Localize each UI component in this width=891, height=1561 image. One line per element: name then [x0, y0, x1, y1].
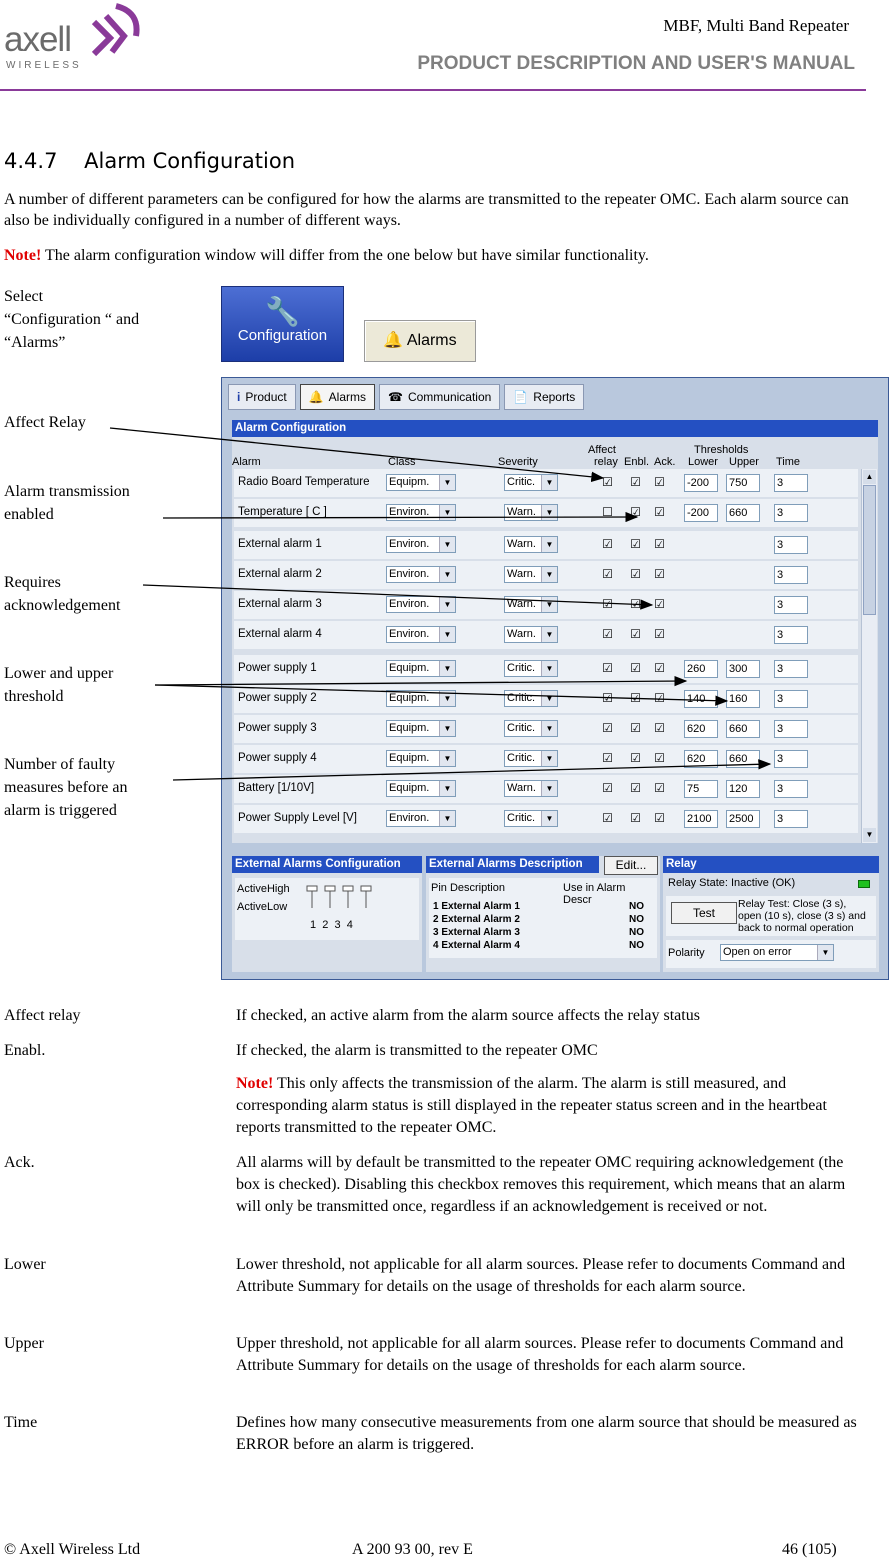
- relay-desc-line-1: Relay Test: Close (3 s),: [738, 898, 847, 910]
- chevron-down-icon: ▼: [439, 661, 455, 676]
- chevron-down-icon: ▼: [541, 661, 557, 676]
- chevron-down-icon: ▼: [439, 691, 455, 706]
- arrow-upper-threshold: [155, 685, 727, 701]
- chevron-down-icon: ▼: [541, 691, 557, 706]
- ack-checkbox[interactable]: ☑: [654, 627, 665, 641]
- chevron-down-icon: ▼: [439, 597, 455, 612]
- class-value: Equipm.: [389, 722, 430, 734]
- ack-checkbox[interactable]: ☑: [654, 475, 665, 489]
- definition-description: [236, 1333, 866, 1377]
- class-value: Environ.: [389, 598, 430, 610]
- callout-ack-line-2: acknowledgement: [4, 597, 121, 614]
- ack-checkbox[interactable]: ☑: [654, 597, 665, 611]
- affect-relay-checkbox[interactable]: ☑: [602, 627, 613, 641]
- use-header: Use in Alarm Descr: [563, 882, 626, 906]
- lower-threshold-input[interactable]: 75: [684, 780, 718, 798]
- slider-numbers: 1 2 3 4: [310, 919, 353, 931]
- enabled-checkbox[interactable]: ☑: [630, 627, 641, 641]
- definition-description: [236, 1412, 866, 1456]
- chevron-down-icon: ▼: [541, 811, 557, 826]
- chevron-down-icon: ▼: [541, 751, 557, 766]
- alarm-name: Temperature [ C ]: [238, 506, 327, 518]
- affect-relay-checkbox[interactable]: ☑: [602, 721, 613, 735]
- relay-title: Relay: [663, 856, 879, 873]
- affect-relay-checkbox[interactable]: ☑: [602, 661, 613, 675]
- affect-relay-checkbox[interactable]: ☑: [602, 567, 613, 581]
- time-input[interactable]: 3: [774, 690, 808, 708]
- severity-value: Warn.: [507, 628, 536, 640]
- ack-checkbox[interactable]: ☑: [654, 537, 665, 551]
- chevron-down-icon: ▼: [817, 945, 833, 960]
- arrow-transmission: [163, 517, 637, 518]
- lower-threshold-input[interactable]: 2100: [684, 810, 718, 828]
- chevron-down-icon: ▼: [439, 721, 455, 736]
- footer-company: © Axell Wireless Ltd: [4, 1541, 141, 1558]
- upper-threshold-input[interactable]: 660: [726, 720, 760, 738]
- chevron-down-icon: ▼: [541, 781, 557, 796]
- severity-value: Critic.: [507, 662, 536, 674]
- time-input[interactable]: 3: [774, 626, 808, 644]
- col-enbl: Enbl.: [624, 456, 650, 468]
- upper-threshold-input[interactable]: 660: [726, 750, 760, 768]
- alarm-name: External alarm 4: [238, 628, 322, 640]
- chevron-down-icon: ▼: [541, 567, 557, 582]
- time-input[interactable]: 3: [774, 474, 808, 492]
- alarm-name: Power supply 1: [238, 662, 317, 674]
- relay-test-button[interactable]: Test: [671, 902, 737, 924]
- ack-checkbox[interactable]: ☑: [654, 567, 665, 581]
- time-input[interactable]: 3: [774, 566, 808, 584]
- definition-text: If checked, an active alarm from the alarm source affects the relay status: [236, 1007, 700, 1024]
- upper-threshold-input[interactable]: 660: [726, 504, 760, 522]
- scroll-up-icon[interactable]: ▲: [863, 470, 876, 484]
- wrench-icon: 🔧: [265, 296, 300, 327]
- footer-page: 46 (105): [782, 1541, 837, 1558]
- chevron-down-icon: ▼: [439, 537, 455, 552]
- affect-relay-checkbox[interactable]: ☑: [602, 475, 613, 489]
- definition-text: If checked, the alarm is transmitted to the repeater OMC: [236, 1042, 598, 1059]
- class-value: Equipm.: [389, 782, 430, 794]
- chevron-down-icon: ▼: [541, 627, 557, 642]
- chevron-down-icon: ▼: [541, 475, 557, 490]
- scroll-down-icon[interactable]: ▼: [863, 828, 876, 842]
- definition-text: Lower threshold, not applicable for all alarm sources. Please refer to documents Command and Attribute Summary for details on the usage of thresholds for each alarm source.: [236, 1256, 846, 1295]
- time-input[interactable]: 3: [774, 504, 808, 522]
- alarm-name: External alarm 1: [238, 538, 322, 550]
- col-class: Class: [388, 456, 416, 468]
- active-high-label: ActiveHigh: [237, 883, 290, 895]
- chevron-down-icon: ▼: [541, 537, 557, 552]
- severity-value: Warn.: [507, 782, 536, 794]
- col-upper: Upper: [729, 456, 759, 468]
- lower-threshold-input[interactable]: -200: [684, 474, 718, 492]
- info-icon: i: [237, 390, 241, 404]
- select-line-3: “Alarms”: [4, 334, 66, 351]
- polarity-label: Polarity: [668, 947, 705, 959]
- chevron-down-icon: ▼: [541, 721, 557, 736]
- time-input[interactable]: 3: [774, 660, 808, 678]
- col-time: Time: [776, 456, 801, 468]
- class-value: Equipm.: [389, 662, 430, 674]
- col-alarm: Alarm: [232, 456, 261, 468]
- severity-value: Critic.: [507, 692, 536, 704]
- tab-product-label: Product: [245, 390, 287, 404]
- enabled-checkbox[interactable]: ☑: [630, 505, 641, 519]
- chevron-down-icon: ▼: [541, 505, 557, 520]
- affect-relay-checkbox[interactable]: ☑: [602, 781, 613, 795]
- document-icon: 📄: [513, 390, 529, 404]
- enabled-checkbox[interactable]: ☑: [630, 781, 641, 795]
- severity-value: Warn.: [507, 506, 536, 518]
- time-input[interactable]: 3: [774, 750, 808, 768]
- severity-value: Critic.: [507, 812, 536, 824]
- lower-threshold-input[interactable]: 140: [684, 690, 718, 708]
- severity-value: Critic.: [507, 476, 536, 488]
- affect-relay-checkbox[interactable]: ☑: [602, 537, 613, 551]
- definition-description: [236, 1073, 866, 1139]
- affect-relay-checkbox[interactable]: ☑: [602, 751, 613, 765]
- enabled-checkbox[interactable]: ☑: [630, 567, 641, 581]
- bell-icon: 🔔: [383, 332, 404, 349]
- ack-checkbox[interactable]: ☑: [654, 721, 665, 735]
- pin-3-label: 3 External Alarm 3: [433, 927, 520, 938]
- relay-desc-line-2: open (10 s), close (3 s) and: [738, 910, 866, 922]
- alarm-name: Power supply 4: [238, 752, 317, 764]
- callout-cnt-line-2: measures before an: [4, 779, 128, 796]
- time-input[interactable]: 3: [774, 596, 808, 614]
- relay-desc-line-3: back to normal operation: [738, 922, 854, 934]
- chevron-down-icon: ▼: [439, 627, 455, 642]
- lower-threshold-input[interactable]: 620: [684, 750, 718, 768]
- definition-description: [236, 1254, 866, 1298]
- active-low-label: ActiveLow: [237, 901, 288, 913]
- col-ack: Ack.: [654, 456, 676, 468]
- pin-4-label: 4 External Alarm 4: [433, 940, 520, 951]
- footer-doc: A 200 93 00, rev E: [352, 1541, 473, 1558]
- chevron-down-icon: ▼: [439, 781, 455, 796]
- class-value: Equipm.: [389, 692, 430, 704]
- callout-tx-line-1: Alarm transmission: [4, 483, 130, 500]
- chevron-down-icon: ▼: [439, 751, 455, 766]
- pin-1-label: 1 External Alarm 1: [433, 901, 520, 912]
- upper-threshold-input[interactable]: 750: [726, 474, 760, 492]
- definition-term: Upper: [4, 1335, 44, 1352]
- time-input[interactable]: 3: [774, 536, 808, 554]
- enabled-checkbox[interactable]: ☑: [630, 721, 641, 735]
- arrow-count: [173, 764, 770, 780]
- section-title: 4.4.7 Alarm Configuration: [4, 149, 296, 173]
- lower-threshold-input[interactable]: 620: [684, 720, 718, 738]
- class-value: Environ.: [389, 568, 430, 580]
- upper-threshold-input[interactable]: 300: [726, 660, 760, 678]
- logo-subtitle: WIRELESS: [6, 60, 82, 71]
- note-text: The alarm configuration window will differ from the one below but have similar functionality.: [41, 247, 649, 264]
- tab-communication-label: Communication: [407, 390, 492, 404]
- bell-icon: 🔔: [308, 390, 324, 404]
- severity-value: Critic.: [507, 752, 536, 764]
- polarity-value: Open on error: [723, 946, 792, 958]
- logo-wordmark: axell: [4, 20, 71, 59]
- time-input[interactable]: 3: [774, 720, 808, 738]
- col-lower: Lower: [688, 456, 718, 468]
- enabled-checkbox[interactable]: ☑: [630, 691, 641, 705]
- ack-checkbox[interactable]: ☑: [654, 691, 665, 705]
- ack-checkbox[interactable]: ☑: [654, 661, 665, 675]
- pin-desc-header: Pin Description: [431, 882, 505, 894]
- upper-threshold-input[interactable]: 2500: [726, 810, 760, 828]
- pin-4-use: NO: [629, 940, 644, 951]
- note-label: Note!: [4, 247, 42, 264]
- alarm-config-title: Alarm Configuration: [232, 420, 878, 437]
- class-value: Equipm.: [389, 476, 430, 488]
- chevron-down-icon: ▼: [439, 475, 455, 490]
- affect-relay-checkbox[interactable]: ☑: [602, 597, 613, 611]
- class-value: Environ.: [389, 628, 430, 640]
- ack-checkbox[interactable]: ☑: [654, 781, 665, 795]
- severity-value: Warn.: [507, 568, 536, 580]
- affect-relay-checkbox[interactable]: ☑: [602, 691, 613, 705]
- alarm-name: External alarm 2: [238, 568, 322, 580]
- ack-checkbox[interactable]: ☑: [654, 751, 665, 765]
- alarm-name: External alarm 3: [238, 598, 322, 610]
- upper-threshold-input[interactable]: 160: [726, 690, 760, 708]
- affect-relay-checkbox[interactable]: ☑: [602, 811, 613, 825]
- alarm-name: Power Supply Level [V]: [238, 812, 357, 824]
- communication-icon: ☎: [388, 390, 403, 404]
- affect-relay-checkbox[interactable]: ☐: [602, 505, 613, 519]
- callout-thr-line-1: Lower and upper: [4, 665, 114, 682]
- definition-term: Ack.: [4, 1154, 35, 1171]
- arrow-lower-threshold: [155, 681, 686, 685]
- note-label: Note!: [236, 1075, 274, 1092]
- relay-state: Relay State: Inactive (OK): [668, 877, 796, 889]
- definition-description: [236, 1005, 866, 1027]
- pin-1-use: NO: [629, 901, 644, 912]
- callout-ack-line-1: Requires: [4, 574, 61, 591]
- ext-desc-title: External Alarms Description: [426, 856, 599, 873]
- class-value: Environ.: [389, 506, 430, 518]
- class-value: Equipm.: [389, 752, 430, 764]
- enabled-checkbox[interactable]: ☑: [630, 475, 641, 489]
- header-product: MBF, Multi Band Repeater: [663, 16, 849, 35]
- severity-value: Critic.: [507, 722, 536, 734]
- ack-checkbox[interactable]: ☑: [654, 811, 665, 825]
- enabled-checkbox[interactable]: ☑: [630, 537, 641, 551]
- callout-thr-line-2: threshold: [4, 688, 64, 705]
- enabled-checkbox[interactable]: ☑: [630, 597, 641, 611]
- chevron-down-icon: ▼: [439, 811, 455, 826]
- lower-threshold-input[interactable]: -200: [684, 504, 718, 522]
- definition-text: Defines how many consecutive measurements from one alarm source that should be measured as ERROR before an alarm is triggered.: [236, 1414, 857, 1453]
- arrow-acknowledgement: [143, 585, 652, 605]
- select-line-1: Select: [4, 288, 44, 305]
- callout-cnt-line-3: alarm is triggered: [4, 802, 117, 819]
- enabled-checkbox[interactable]: ☑: [630, 811, 641, 825]
- tab-reports-label: Reports: [533, 390, 576, 404]
- alarms-label: Alarms: [406, 332, 457, 349]
- severity-value: Warn.: [507, 598, 536, 610]
- definition-term: Affect relay: [4, 1007, 81, 1024]
- definition-description: [236, 1040, 866, 1062]
- chevron-down-icon: ▼: [541, 597, 557, 612]
- chevron-down-icon: ▼: [439, 567, 455, 582]
- select-line-2: “Configuration “ and: [4, 311, 140, 328]
- pin-3-use: NO: [629, 927, 644, 938]
- callout-tx-line-2: enabled: [4, 506, 54, 523]
- col-affect: Affect: [588, 444, 616, 456]
- class-value: Environ.: [389, 812, 430, 824]
- ack-checkbox[interactable]: ☑: [654, 505, 665, 519]
- alarm-name: Power supply 2: [238, 692, 317, 704]
- chevron-down-icon: ▼: [439, 505, 455, 520]
- arrow-affect-relay: [110, 428, 603, 478]
- definition-term: Enabl.: [4, 1042, 46, 1059]
- time-input[interactable]: 3: [774, 780, 808, 798]
- col-severity: Severity: [498, 456, 538, 468]
- upper-threshold-input[interactable]: 120: [726, 780, 760, 798]
- edit-button[interactable]: Edit...: [604, 856, 658, 875]
- callout-affect-relay: Affect Relay: [4, 414, 86, 431]
- enabled-checkbox[interactable]: ☑: [630, 751, 641, 765]
- enabled-checkbox[interactable]: ☑: [630, 661, 641, 675]
- col-relay: relay: [594, 456, 618, 468]
- definition-text: This only affects the transmission of the alarm. The alarm is still measured, and corresponding alarm status is still displayed in the repeater status screen and in the heartbeat reports transmitted to the repeater OMC.: [236, 1075, 827, 1136]
- lower-threshold-input[interactable]: 260: [684, 660, 718, 678]
- col-thresholds: Thresholds: [694, 444, 749, 456]
- intro-paragraph: A number of different parameters can be configured for how the alarms are transmitted to the repeater OMC. Each alarm source can also be individually configured in a number of different ways.: [4, 191, 849, 229]
- definition-term: Time: [4, 1414, 38, 1431]
- ext-config-title: External Alarms Configuration: [232, 856, 422, 873]
- definition-text: Upper threshold, not applicable for all alarm sources. Please refer to documents Command and Attribute Summary for details on the usage of thresholds for each alarm source.: [236, 1335, 844, 1374]
- definition-text: All alarms will by default be transmitted to the repeater OMC requiring acknowledgement (the box is checked). Disabling this checkbox removes this requirement, which means that an alarm will only be transmitted once, regardless if an acknowledgement is received or not.: [236, 1154, 846, 1215]
- callout-cnt-line-1: Number of faulty: [4, 756, 116, 773]
- pin-2-use: NO: [629, 914, 644, 925]
- class-value: Environ.: [389, 538, 430, 550]
- severity-value: Warn.: [507, 538, 536, 550]
- alarm-name: Power supply 3: [238, 722, 317, 734]
- configuration-label: Configuration: [237, 327, 328, 344]
- header-manual: PRODUCT DESCRIPTION AND USER'S MANUAL: [417, 53, 855, 74]
- tab-alarms-label: Alarms: [328, 390, 366, 404]
- time-input[interactable]: 3: [774, 810, 808, 828]
- definition-description: [236, 1152, 866, 1218]
- alarm-name: Battery [1/10V]: [238, 782, 315, 794]
- pin-2-label: 2 External Alarm 2: [433, 914, 520, 925]
- definition-term: Lower: [4, 1256, 46, 1273]
- alarm-name: Radio Board Temperature: [238, 476, 370, 488]
